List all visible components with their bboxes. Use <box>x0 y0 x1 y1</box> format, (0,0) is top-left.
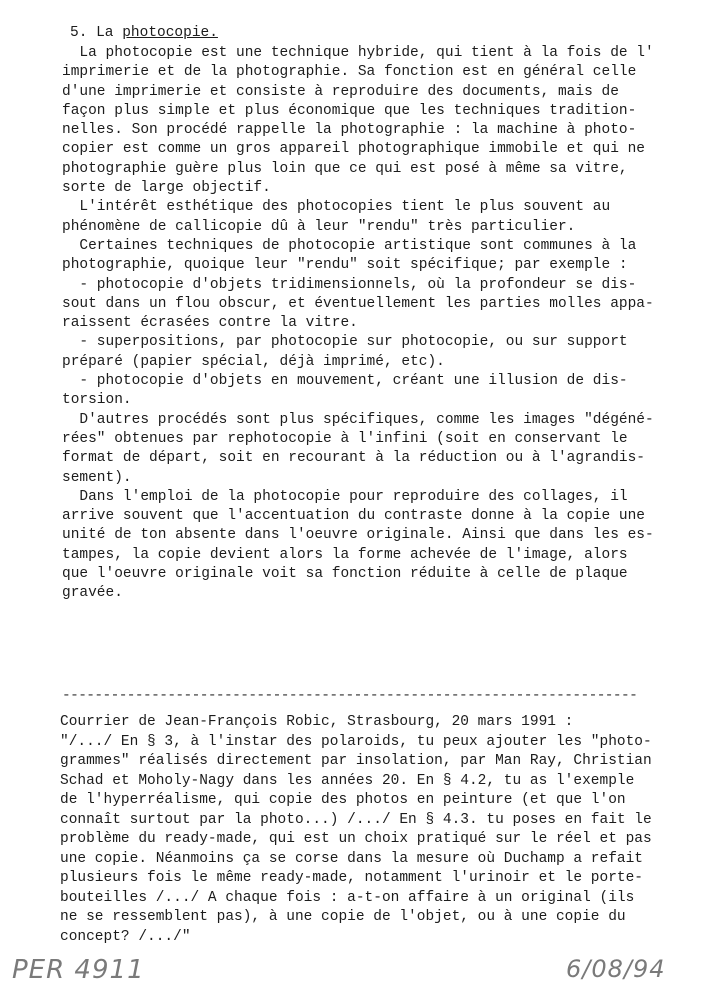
body-line: raissent écrasées contre la vitre. <box>62 315 358 332</box>
body-line: nelles. Son procédé rappelle la photographie : la machine à photo- <box>62 122 637 139</box>
body-line: imprimerie et de la photographie. Sa fonction est en général celle <box>62 64 637 81</box>
letter-line: connaît surtout par la photo...) /.../ En § 4.3. tu poses en fait le <box>60 811 652 828</box>
body-line: d'une imprimerie et consiste à reproduire des documents, mais de <box>62 83 619 100</box>
body-text <box>62 44 707 604</box>
body-line: - photocopie d'objets tridimensionnels, où la profondeur se dis- <box>62 276 637 293</box>
body-line: L'intérêt esthétique des photocopies tient le plus souvent au <box>62 199 611 216</box>
letter-quote <box>60 713 705 947</box>
letter-line: Courrier de Jean-François Robic, Strasbourg, 20 mars 1991 : <box>60 714 574 730</box>
body-line: sout dans un flou obscur, et éventuellement les parties molles appa- <box>62 295 654 312</box>
body-line: unité de ton absente dans l'oeuvre originale. Ainsi que dans les es- <box>62 527 654 544</box>
body-line: D'autres procédés sont plus spécifiques, comme les images "dégéné- <box>62 411 654 428</box>
letter-line: ne se ressemblent pas), à une copie de l'objet, ou à une copie du <box>60 909 626 925</box>
letter-line: grammes" réalisés directement par insolation, par Man Ray, Christian <box>60 753 652 769</box>
letter-line: de l'hyperréalisme, qui copie des photos en peinture (et que l'on <box>60 792 626 808</box>
letter-line: bouteilles /.../ A chaque fois : a-t-on affaire à un original (ils <box>60 889 635 906</box>
body-line: - photocopie d'objets en mouvement, créant une illusion de dis- <box>62 373 628 390</box>
letter-line: concept? /.../" <box>60 928 191 945</box>
body-line: La photocopie est une technique hybride, qui tient à la fois de l' <box>62 45 654 61</box>
body-line: gravée. <box>62 585 123 602</box>
body-line: photographie guère plus loin que ce qui est posé à même sa vitre, <box>62 160 628 177</box>
body-line: copier est comme un gros appareil photographique immobile et qui ne <box>62 141 645 158</box>
handwritten-reference: PER 4911 <box>12 955 145 985</box>
handwritten-date: 6/08/94 <box>566 955 666 983</box>
body-line: Certaines techniques de photocopie artistique sont communes à la <box>62 237 637 254</box>
body-line: sorte de large objectif. <box>62 180 271 197</box>
section-heading <box>70 24 218 42</box>
body-line: - superpositions, par photocopie sur photocopie, ou sur support <box>62 334 628 351</box>
body-line: Dans l'emploi de la photocopie pour reproduire des collages, il <box>62 488 628 505</box>
body-line: que l'oeuvre originale voit sa fonction réduite à celle de plaque <box>62 566 628 583</box>
section-number: 5. La <box>70 25 123 41</box>
body-line: sement). <box>62 469 132 486</box>
body-line: préparé (papier spécial, déjà imprimé, etc). <box>62 353 445 370</box>
body-line: phénomène de callicopie dû à leur "rendu" très particulier. <box>62 218 576 235</box>
letter-line: problème du ready-made, qui est un choix pratiqué sur le réel et pas <box>60 831 652 847</box>
body-line: torsion. <box>62 392 132 409</box>
section-title: photocopie. <box>122 25 218 41</box>
body-line: tampes, la copie devient alors la forme achevée de l'image, alors <box>62 546 628 563</box>
body-line: photographie, quoique leur "rendu" soit spécifique; par exemple : <box>62 257 628 274</box>
letter-line: "/.../ En § 3, à l'instar des polaroids, tu peux ajouter les "photo- <box>60 733 652 750</box>
letter-line: plusieurs fois le même ready-made, notamment l'urinoir et le porte- <box>60 870 643 886</box>
body-line: façon plus simple et plus économique que les techniques tradition- <box>62 102 637 119</box>
body-line: arrive souvent que l'accentuation du contraste donne à la copie une <box>62 508 645 525</box>
body-line: format de départ, soit en recourant à la réduction ou à l'agrandis- <box>62 450 645 467</box>
body-line: rées" obtenues par rephotocopie à l'infini (soit en conservant le <box>62 430 628 447</box>
divider-line: ----------------------------------------------------------------------- <box>62 688 638 704</box>
letter-line: Schad et Moholy-Nagy dans les années 20. En § 4.2, tu as l'exemple <box>60 772 635 789</box>
letter-line: une copie. Néanmoins ça se corse dans la mesure où Duchamp a refait <box>60 850 643 867</box>
